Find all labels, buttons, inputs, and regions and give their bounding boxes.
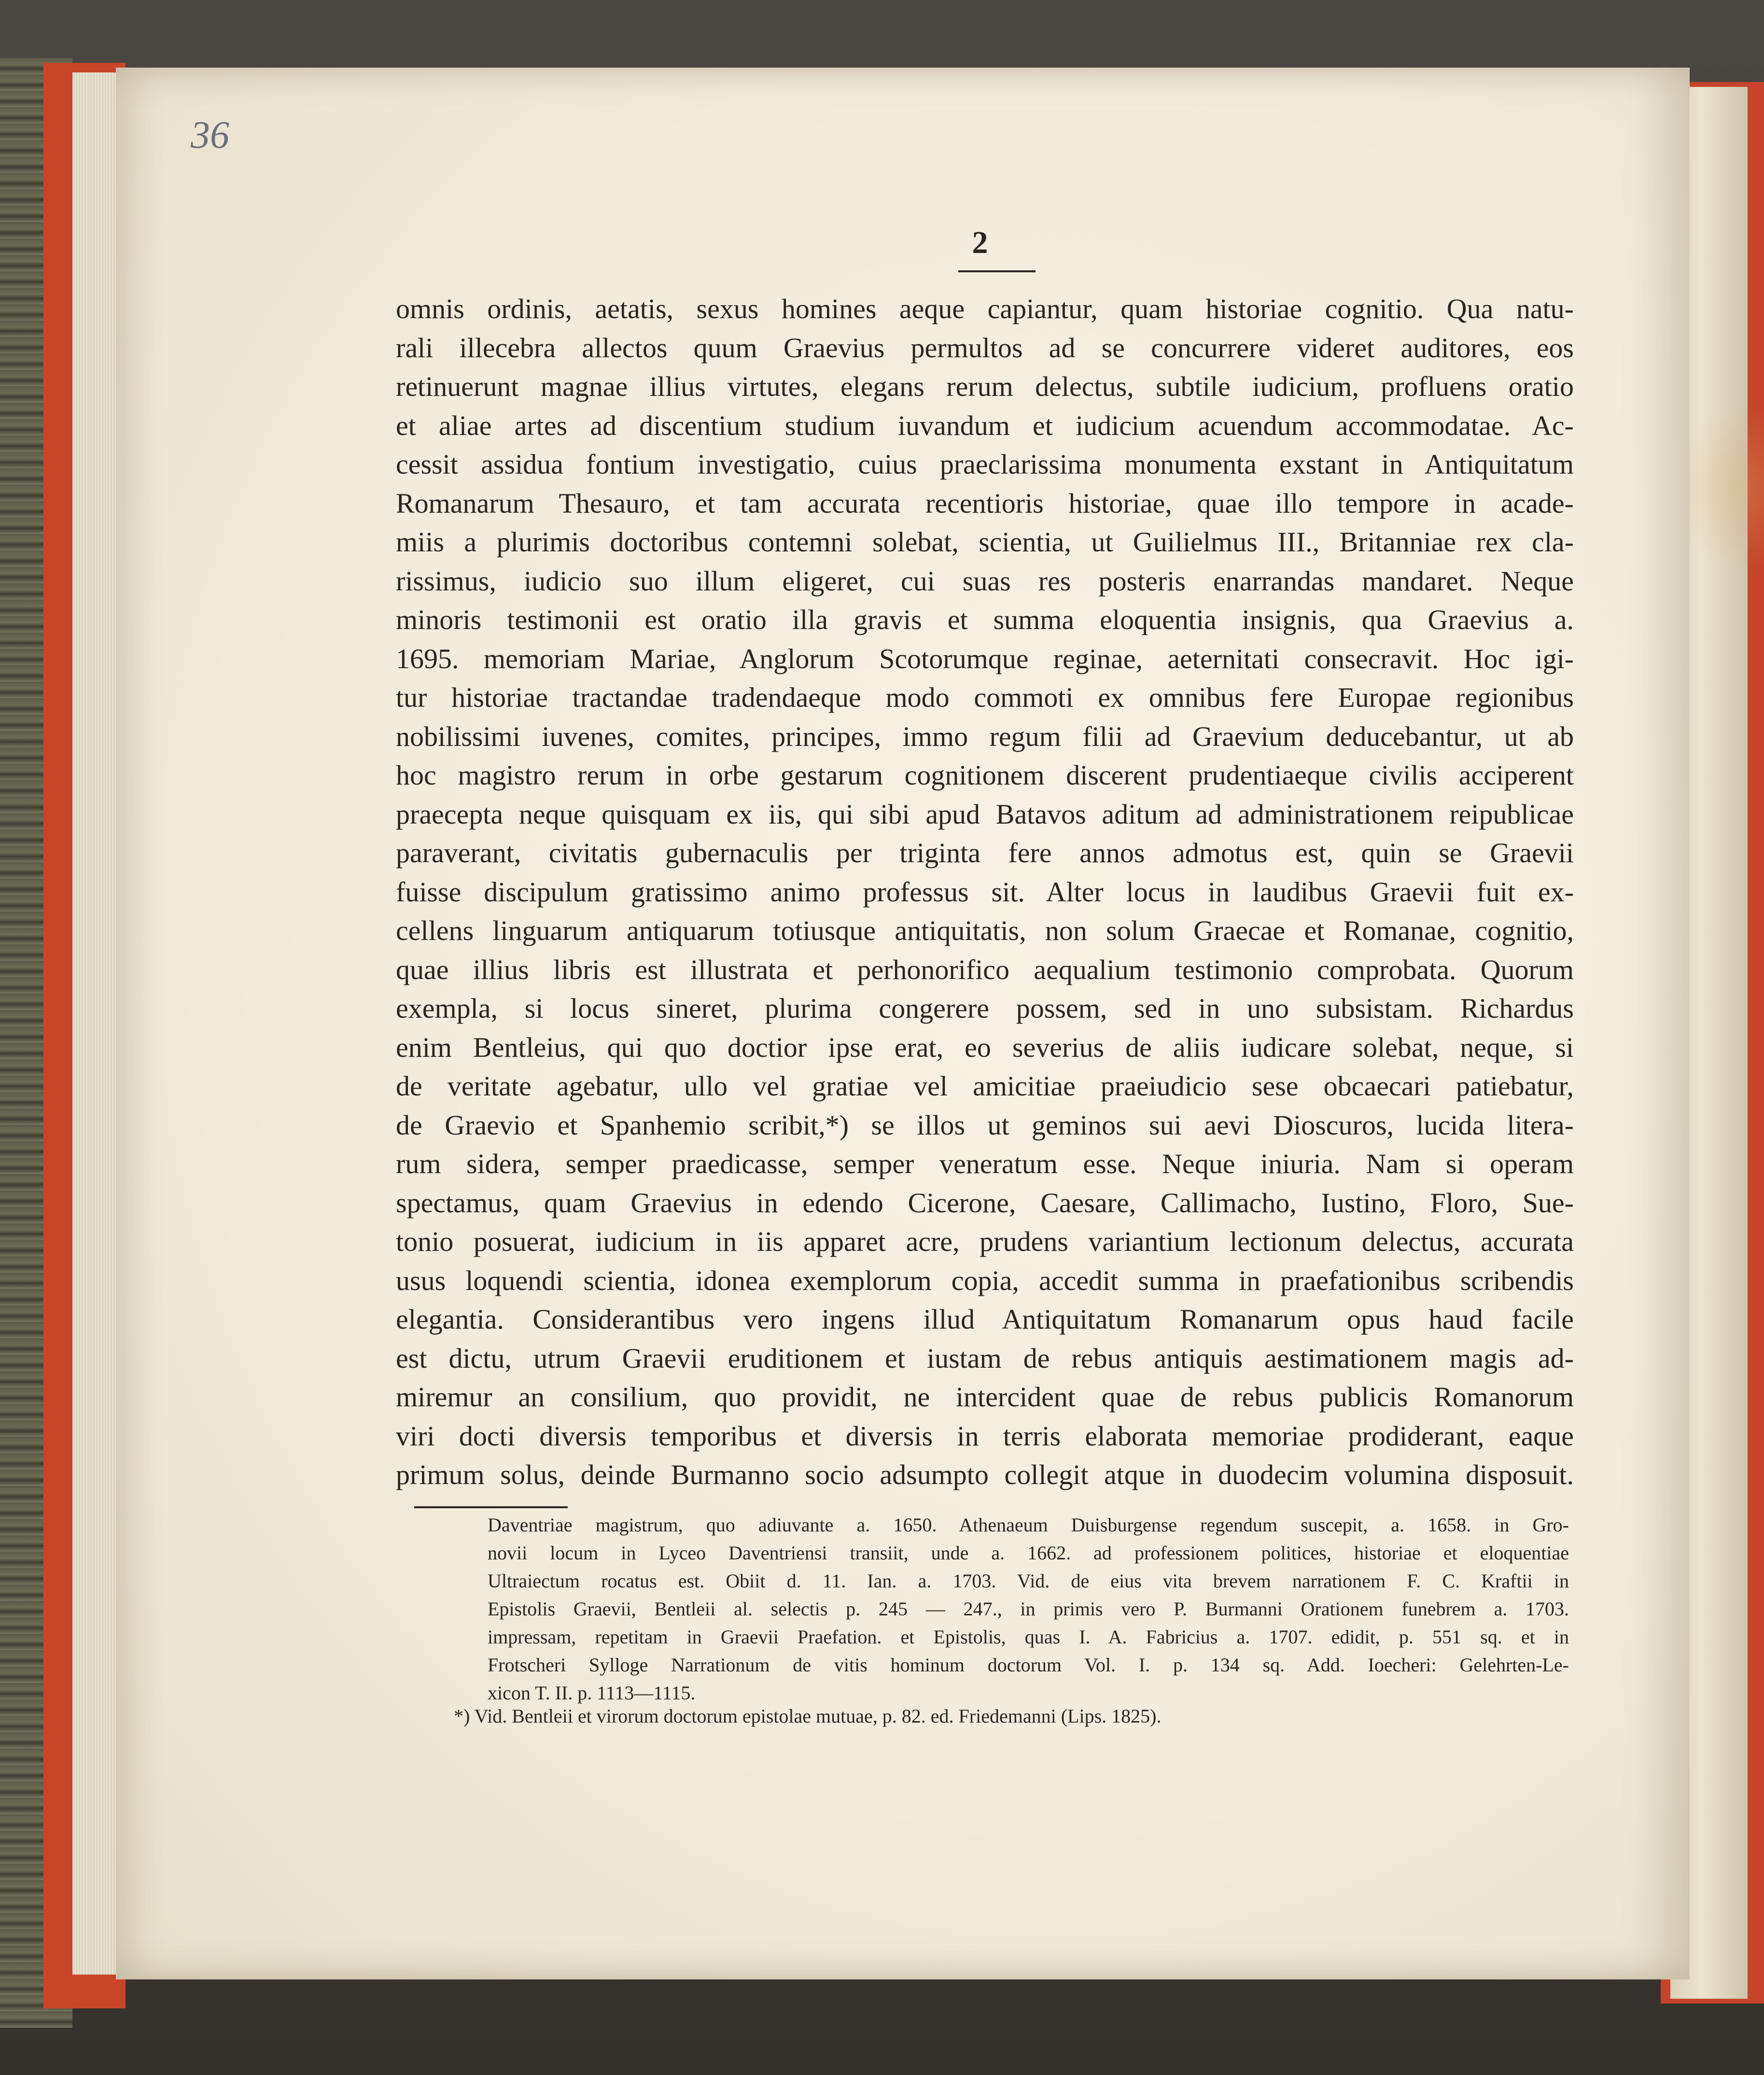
body-line: enim Bentleius, qui quo doctior ipse erat, eo severius de aliis iudicare solebat, neque, si	[396, 1031, 1574, 1063]
footnote-line: Daventriae magistrum, quo adiuvante a. 1650. Athenaeum Duisburgense regendum suscepit, a. 1658. in Gro-	[488, 1514, 1569, 1536]
body-line: usus loquendi scientia, idonea exemplorum copia, accedit summa in praefationibus scribendis	[396, 1264, 1574, 1296]
body-line: rum sidera, semper praedicasse, semper veneratum esse. Neque iniuria. Nam si operam	[396, 1148, 1574, 1179]
footnote-line: novii locum in Lyceo Daventriensi transiit, unde a. 1662. ad professionem politices, historiae et eloquentiae	[488, 1542, 1569, 1564]
body-line: tonio posuerat, iudicium in iis apparet acre, prudens variantium lectionum delectus, accurata	[396, 1226, 1574, 1257]
body-line: nobilissimi iuvenes, comites, principes, immo regum filii ad Graevium deducebantur, ut ab	[396, 720, 1574, 752]
body-line: cellens linguarum antiquarum totiusque antiquitatis, non solum Graecae et Romanae, cognitio,	[396, 915, 1574, 946]
body-line: praecepta neque quisquam ex iis, qui sibi apud Batavos aditum ad administrationem reipublicae	[396, 798, 1574, 830]
body-line: paraverant, civitatis gubernaculis per triginta fere annos admotus est, quin se Graevii	[396, 837, 1574, 869]
footnote-line: xicon T. II. p. 1113—1115.	[488, 1682, 696, 1704]
body-line: omnis ordinis, aetatis, sexus homines aeque capiantur, quam historiae cognitio. Qua natu-	[396, 293, 1574, 324]
body-line: retinuerunt magnae illius virtutes, elegans rerum delectus, subtile iudicium, profluens oratio	[396, 371, 1574, 402]
body-line: primum solus, deinde Burmanno socio adsumpto collegit atque in duodecim volumina disposuit.	[396, 1459, 1574, 1490]
body-line: tur historiae tractandae tradendaeque modo commoti ex omnibus fere Europae regionibus	[396, 682, 1574, 713]
body-line: hoc magistro rerum in orbe gestarum cognitionem discerent prudentiaeque civilis acciperent	[396, 759, 1574, 791]
footnote-star: *) Vid. Bentleii et virorum doctorum epistolae mutuae, p. 82. ed. Friedemanni (Lips. 1825).	[454, 1705, 1162, 1727]
body-line: rali illecebra allectos quum Graevius permultos ad se concurrere videret auditores, eos	[396, 332, 1574, 364]
body-line: cessit assidua fontium investigatio, cuius praeclarissima monumenta exstant in Antiquitatum	[396, 449, 1574, 480]
body-text	[396, 290, 1574, 1495]
body-line: 1695. memoriam Mariae, Anglorum Scotorumque reginae, aeternitati consecravit. Hoc igi-	[396, 643, 1574, 674]
footnote-rule	[414, 1506, 568, 1508]
body-line: est dictu, utrum Graevii eruditionem et iustam de rebus antiquis aestimationem magis ad-	[396, 1342, 1574, 1374]
body-line: quae illius libris est illustrata et perhonorifico aequalium testimonio comprobata. Quorum	[396, 953, 1574, 985]
body-line: spectamus, quam Graevius in edendo Cicerone, Caesare, Callimacho, Iustino, Floro, Sue-	[396, 1187, 1574, 1219]
footnote-line: impressam, repetitam in Graevii Praefation. et Epistolis, quas I. A. Fabricius a. 1707. edidit, p. 551 sq. et in	[488, 1626, 1569, 1648]
body-line: minoris testimonii est oratio illa gravis et summa eloquentia insignis, qua Graevius a.	[396, 604, 1574, 635]
body-line: exempla, si locus sineret, plurima congerere possem, sed in uno subsistam. Richardus	[396, 993, 1574, 1024]
body-line: et aliae artes ad discentium studium iuvandum et iudicium acuendum accommodatae. Ac-	[396, 409, 1574, 441]
footnote-line: Ultraiectum rocatus est. Obiit d. 11. Ian. a. 1703. Vid. de eius vita brevem narrationem F. C. Kraftii in	[488, 1570, 1569, 1592]
body-line: viri docti diversis temporibus et diversis in terris elaborata memoriae prodiderant, eaque	[396, 1420, 1574, 1452]
body-line: de veritate agebatur, ullo vel gratiae vel amicitiae praeiudicio sese obcaecari patiebatur,	[396, 1070, 1574, 1102]
page-number-rule	[958, 270, 1036, 272]
body-line: Romanarum Thesauro, et tam accurata recentioris historiae, quae illo tempore in acade-	[396, 487, 1574, 519]
page-number: 2	[972, 225, 988, 260]
footnote-line: Epistolis Graevii, Bentleii al. selectis p. 245 — 247., in primis vero P. Burmanni Orationem funebrem a. 1703.	[488, 1598, 1569, 1620]
handwritten-page-number: 36	[191, 114, 229, 156]
body-line: miremur an consilium, quo providit, ne intercident quae de rebus publicis Romanorum	[396, 1381, 1574, 1413]
body-line: de Graevio et Spanhemio scribit,*) se illos ut geminos sui aevi Dioscuros, lucida litera-	[396, 1109, 1574, 1141]
body-line: rissimus, iudicio suo illum eligeret, cui suas res posteris enarrandas mandaret. Neque	[396, 565, 1574, 597]
body-line: miis a plurimis doctoribus contemni solebat, scientia, ut Guilielmus III., Britanniae rex cla-	[396, 526, 1574, 558]
body-line: fuisse discipulum gratissimo animo professus sit. Alter locus in laudibus Graevii fuit ex-	[396, 876, 1574, 908]
footnote-continued	[488, 1511, 1569, 1707]
body-line: elegantia. Considerantibus vero ingens illud Antiquitatum Romanarum opus haud facile	[396, 1304, 1574, 1335]
footnote-line: Frotscheri Sylloge Narrationum de vitis hominum doctorum Vol. I. p. 134 sq. Add. Ioecheri: Gelehrten-Le-	[488, 1654, 1569, 1676]
